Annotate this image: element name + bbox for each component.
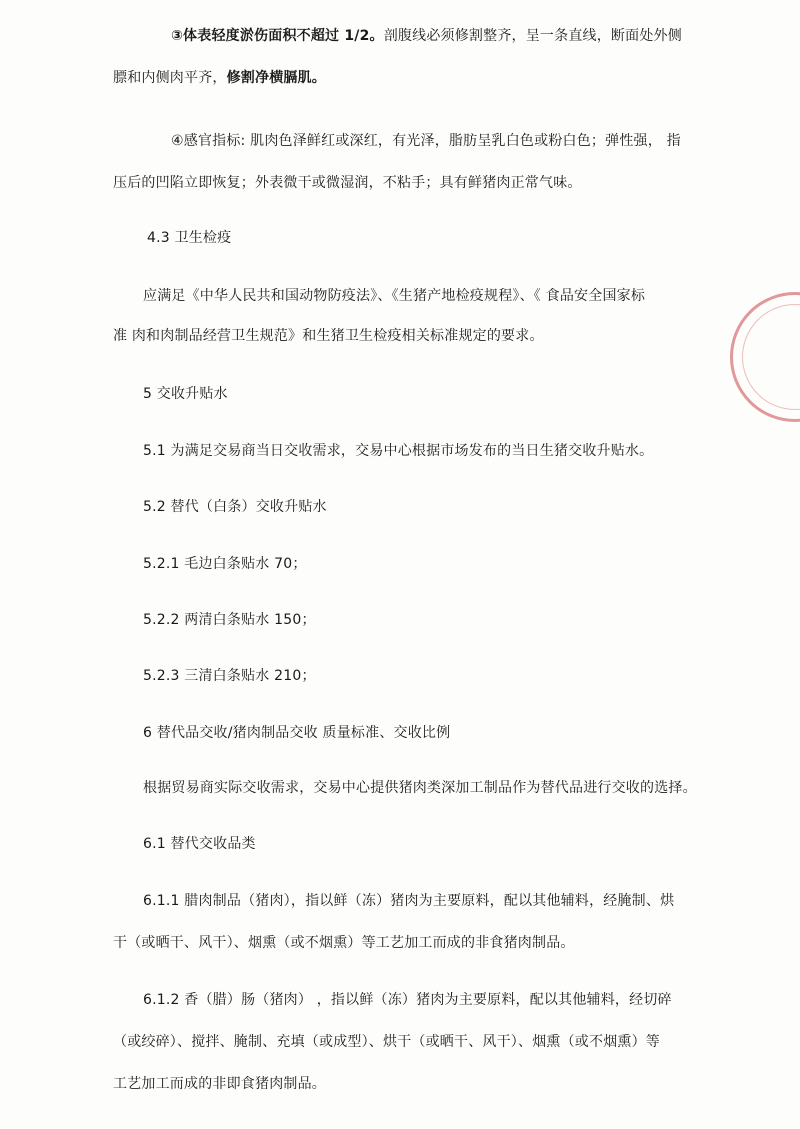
para-line: 6.1.2 香（腊）肠（猪肉） ，指以鲜（冻）猪肉为主要原料，配以其他辅料，经切碎 (143, 992, 672, 1008)
section-heading: 6.1 替代交收品类 (143, 836, 256, 852)
para-line: 压后的凹陷立即恢复；外表微干或微湿润，不粘手；具有鲜猪肉正常气味。 (113, 175, 582, 191)
para-line: 应满足《中华人民共和国动物防疫法》、《生猪产地检疫规程》、《 食品安全国家标 (143, 288, 646, 304)
list-item: 5.2.3 三清白条贴水 210； (143, 668, 316, 684)
para-line: ④感官指标: 肌肉色泽鲜红或深红，有光泽，脂肪呈乳白色或粉白色；弹性强， 指 (171, 133, 681, 149)
para-line (113, 68, 326, 88)
section-heading: 6 替代品交收/猪肉制品交收 质量标准、交收比例 (143, 725, 451, 741)
bold-text: 修割净横膈肌。 (226, 70, 327, 86)
list-item: 5.2.1 毛边白条贴水 70； (143, 556, 307, 572)
para-line: （或绞碎）、搅拌、腌制、充填（或成型）、烘干（或晒干、风干）、烟熏（或不烟熏）等 (113, 1034, 660, 1050)
para-line: 6.1.1 腊肉制品（猪肉），指以鲜（冻）猪肉为主要原料，配以其他辅料，经腌制、烘 (143, 893, 675, 909)
section-heading: 4.3 卫生检疫 (147, 230, 232, 246)
para-line (171, 26, 682, 46)
para-line: 干（或晒干、风干）、烟熏（或不烟熏）等工艺加工而成的非食猪肉制品。 (113, 935, 575, 951)
section-heading: 5 交收升贴水 (143, 386, 228, 402)
text: 膘和内侧肉平齐， (113, 70, 227, 86)
para-line: 5.1 为满足交易商当日交收需求，交易中心根据市场发布的当日生猪交收升贴水。 (143, 443, 654, 459)
bold-text: ③体表轻度淤伤面积不超过 1/2。 (171, 28, 384, 44)
para-line: 根据贸易商实际交收需求，交易中心提供猪肉类深加工制品作为替代品进行交收的选择。 (143, 780, 697, 796)
text: 剖腹线必须修割整齐，呈一条直线，断面处外侧 (383, 28, 682, 44)
list-item: 5.2.2 两清白条贴水 150； (143, 612, 316, 628)
para-line: 准 肉和肉制品经营卫生规范》和生猪卫生检疫相关标准规定的要求。 (113, 328, 544, 344)
para-line: 工艺加工而成的非即食猪肉制品。 (113, 1076, 326, 1092)
section-heading: 5.2 替代（白条）交收升贴水 (143, 499, 327, 515)
